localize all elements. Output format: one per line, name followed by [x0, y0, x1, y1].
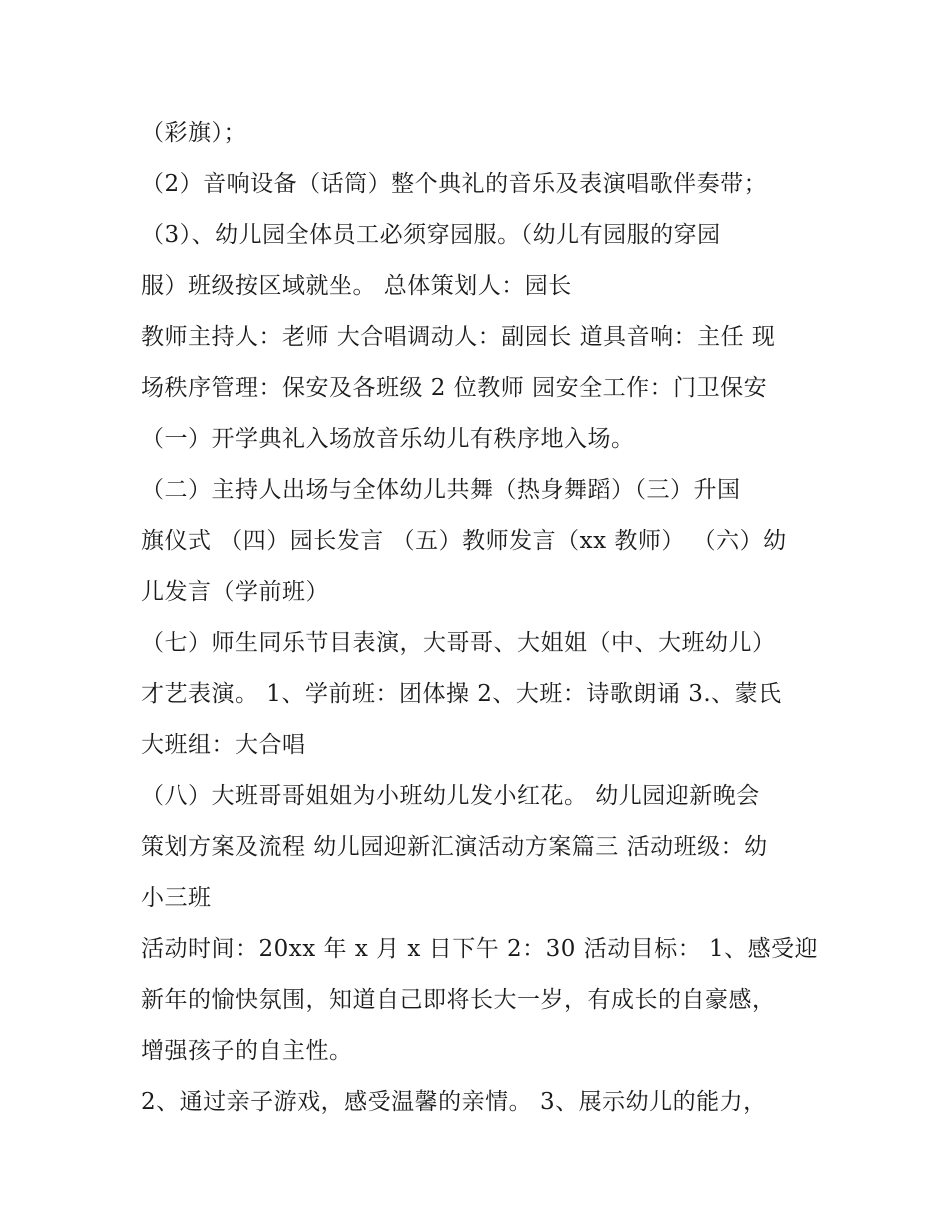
text-line: 旗仪式 （四）园长发言 （五）教师发言（xx 教师） （六）幼 [141, 528, 787, 554]
text-line: 策划方案及流程 幼儿园迎新汇演活动方案篇三 活动班级：幼 [141, 834, 768, 860]
text-line: （3）、幼儿园全体员工必须穿园服。（幼儿有园服的穿园 [141, 222, 721, 248]
text-line: （彩旗）； [141, 120, 247, 146]
text-line: 儿发言（学前班） [141, 579, 329, 605]
text-line: 才艺表演。 1、学前班：团体操 2、大班：诗歌朗诵 3.、蒙氏 [141, 681, 782, 707]
text-line: （二）主持人出场与全体幼儿共舞（热身舞蹈）（三）升国 [141, 477, 741, 503]
text-line: （七）师生同乐节目表演，大哥哥、大姐姐（中、大班幼儿） [141, 630, 776, 656]
text-line: （2）音响设备（话筒）整个典礼的音乐及表演唱歌伴奏带； [141, 171, 768, 197]
document-body [141, 108, 821, 1128]
text-line: （八）大班哥哥姐姐为小班幼儿发小红花。 幼儿园迎新晚会 [141, 783, 760, 809]
text-line: 增强孩子的自主性。 [141, 1038, 353, 1064]
text-line: 场秩序管理：保安及各班级 2 位教师 园安全工作：门卫保安 [141, 375, 768, 401]
text-line: 新年的愉快氛围，知道自己即将长大一岁，有成长的自豪感， [141, 987, 776, 1013]
text-line: （一）开学典礼入场放音乐幼儿有秩序地入场。 [141, 426, 635, 452]
text-line: 大班组：大合唱 [141, 732, 306, 758]
text-line: 小三班 [141, 885, 212, 911]
text-line: 2、通过亲子游戏，感受温馨的亲情。 3、展示幼儿的能力， [141, 1089, 767, 1115]
text-line: 活动时间：20xx 年 x 月 x 日下午 2：30 活动目标： 1、感受迎 [141, 936, 819, 962]
text-line: 教师主持人：老师 大合唱调动人：副园长 道具音响：主任 现 [141, 324, 776, 350]
text-line: 服）班级按区域就坐。 总体策划人：园长 [141, 273, 572, 299]
